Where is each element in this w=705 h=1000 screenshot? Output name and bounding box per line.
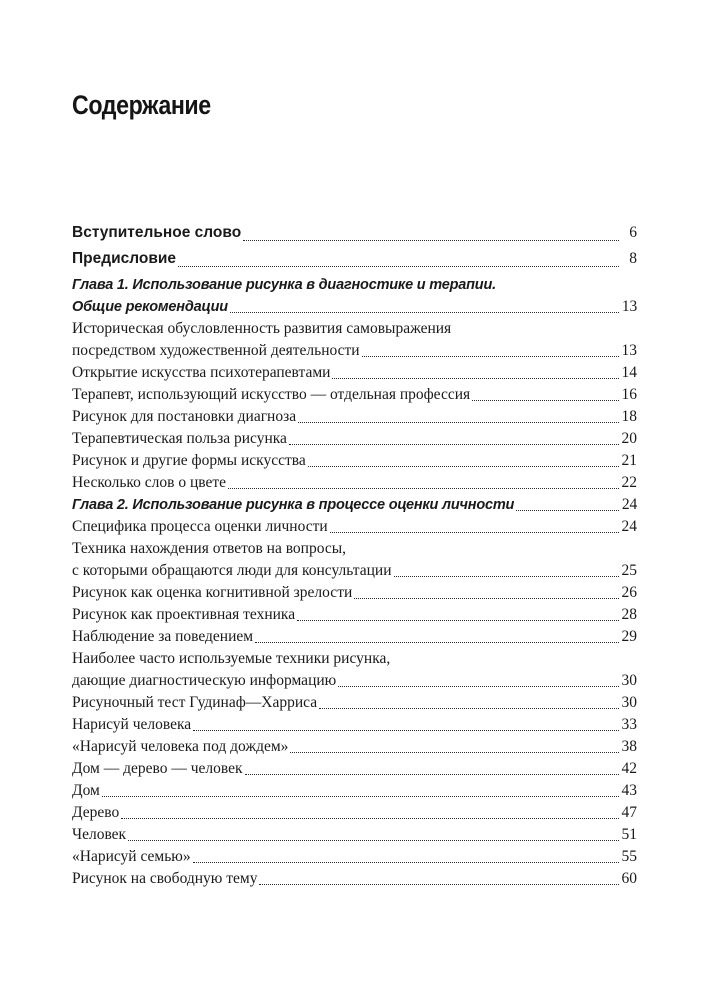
toc-entry-label: Нарисуй человека <box>72 716 192 733</box>
toc-page-number: 60 <box>621 870 637 887</box>
toc-entry <box>72 802 637 824</box>
toc-page-number: 24 <box>621 518 637 535</box>
toc-entry <box>72 714 637 736</box>
dot-leader <box>289 444 619 445</box>
toc-entry-label: Глава 2. Использование рисунка в процессе оценки личности <box>72 497 515 513</box>
toc-entry-label: Рисунок на свободную тему <box>72 870 258 887</box>
toc-entry-label: Человек <box>72 826 127 843</box>
toc-entry-label: «Нарисуй человека под дождем» <box>72 738 289 755</box>
dot-leader <box>255 642 619 643</box>
toc-page-number: 21 <box>621 452 637 469</box>
toc-page-number: 47 <box>621 804 637 821</box>
toc-page-number: 26 <box>621 584 637 601</box>
toc-page-number: 33 <box>621 716 637 733</box>
dot-leader <box>338 686 619 687</box>
page-title: Содержание <box>72 90 211 120</box>
dot-leader <box>259 884 619 885</box>
chapter-2-items <box>72 516 637 890</box>
toc-page-number: 28 <box>621 606 637 623</box>
toc-page-number: 42 <box>621 760 637 777</box>
dot-leader <box>472 400 619 401</box>
dot-leader <box>394 576 620 577</box>
toc-entry-label: Дерево <box>72 804 120 821</box>
toc-entry-label: Наблюдение за поведением <box>72 628 254 645</box>
toc-entry-label: Терапевтическая польза рисунка <box>72 430 287 447</box>
toc-entry <box>72 780 637 802</box>
toc-entry <box>72 560 637 582</box>
toc-page-number: 18 <box>621 408 637 425</box>
toc-entry <box>72 384 637 406</box>
toc-entry <box>72 582 637 604</box>
toc-entry <box>72 472 637 494</box>
toc-entry-label: Рисуночный тест Гудинаф—Харриса <box>72 694 318 711</box>
toc-entry-line: Наиболее часто используемые техники рисунка, <box>72 650 391 667</box>
toc-entry <box>72 406 637 428</box>
toc-entry-label: Специфика процесса оценки личности <box>72 518 328 535</box>
toc-entry-label: Открытие искусства психотерапевтами <box>72 364 331 381</box>
toc-entry <box>72 824 637 846</box>
toc-page-number: 8 <box>629 250 637 267</box>
toc-entry-label: Предисловие <box>72 250 177 267</box>
toc-entry <box>72 868 637 890</box>
toc-entry-label: Общие рекомендации <box>72 299 228 315</box>
toc-entry-label: посредством художественной деятельности <box>72 342 360 359</box>
toc-page-number: 13 <box>621 298 637 315</box>
toc-entry-intro <box>72 220 637 246</box>
dot-leader <box>178 266 619 267</box>
dot-leader <box>193 862 619 863</box>
toc-entry-label: Рисунок как проективная техника <box>72 606 296 623</box>
toc-page-number: 16 <box>621 386 637 403</box>
chapter-1-heading-line-1: Глава 1. Использование рисунка в диагностике и терапии. <box>72 277 496 293</box>
toc-entry <box>72 736 637 758</box>
toc-entry <box>72 670 637 692</box>
toc-page-number: 30 <box>621 672 637 689</box>
toc-entry-preface <box>72 246 637 272</box>
toc-entry-label: Вступительное слово <box>72 224 242 241</box>
dot-leader <box>290 752 619 753</box>
toc-entry <box>72 692 637 714</box>
toc-entry <box>72 626 637 648</box>
dot-leader <box>297 620 619 621</box>
toc-entry <box>72 450 637 472</box>
toc-page-number: 6 <box>629 224 637 241</box>
dot-leader <box>308 466 619 467</box>
toc-page-number: 13 <box>621 342 637 359</box>
toc-entry <box>72 846 637 868</box>
dot-leader <box>243 240 619 241</box>
dot-leader <box>193 730 619 731</box>
toc-entry-label: Рисунок для постановки диагноза <box>72 408 297 425</box>
dot-leader <box>102 796 619 797</box>
toc-page-number: 29 <box>621 628 637 645</box>
toc-entry-label: дающие диагностическую информацию <box>72 672 337 689</box>
chapter-1-heading <box>72 296 637 318</box>
chapter-1-items <box>72 318 637 494</box>
toc-entry-line: Историческая обусловленность развития самовыражения <box>72 320 452 337</box>
dot-leader <box>362 356 619 357</box>
toc-page-number: 24 <box>621 496 637 513</box>
dot-leader <box>230 312 619 313</box>
toc-entry <box>72 758 637 780</box>
toc-entry-label: «Нарисуй семью» <box>72 848 191 865</box>
toc-entry-line: Техника нахождения ответов на вопросы, <box>72 540 347 557</box>
toc-page-number: 55 <box>621 848 637 865</box>
toc-entry <box>72 428 637 450</box>
dot-leader <box>332 378 619 379</box>
toc-entry <box>72 516 637 538</box>
dot-leader <box>319 708 619 709</box>
dot-leader <box>330 532 619 533</box>
toc-entry-label: Дом — дерево — человек <box>72 760 243 777</box>
chapter-2-heading <box>72 494 637 516</box>
toc-entry-label: Рисунок и другие формы искусства <box>72 452 306 469</box>
toc-entry-label: с которыми обращаются люди для консультации <box>72 562 392 579</box>
toc-page-number: 30 <box>621 694 637 711</box>
toc-page-number: 20 <box>621 430 637 447</box>
toc-page-number: 25 <box>621 562 637 579</box>
toc-entry <box>72 362 637 384</box>
toc-entry-label: Дом <box>72 782 100 799</box>
dot-leader <box>128 840 619 841</box>
table-of-contents <box>72 220 637 890</box>
dot-leader <box>245 774 620 775</box>
dot-leader <box>298 422 619 423</box>
toc-page-number: 14 <box>621 364 637 381</box>
toc-page-number: 22 <box>621 474 637 491</box>
dot-leader <box>228 488 619 489</box>
dot-leader <box>121 818 619 819</box>
toc-entry-label: Несколько слов о цвете <box>72 474 227 491</box>
toc-page-number: 51 <box>621 826 637 843</box>
toc-entry <box>72 340 637 362</box>
toc-entry-label: Рисунок как оценка когнитивной зрелости <box>72 584 353 601</box>
toc-entry <box>72 604 637 626</box>
dot-leader <box>516 510 619 511</box>
dot-leader <box>354 598 619 599</box>
toc-entry-label: Терапевт, использующий искусство — отдельная профессия <box>72 386 471 403</box>
toc-page-number: 38 <box>621 738 637 755</box>
toc-page-number: 43 <box>621 782 637 799</box>
